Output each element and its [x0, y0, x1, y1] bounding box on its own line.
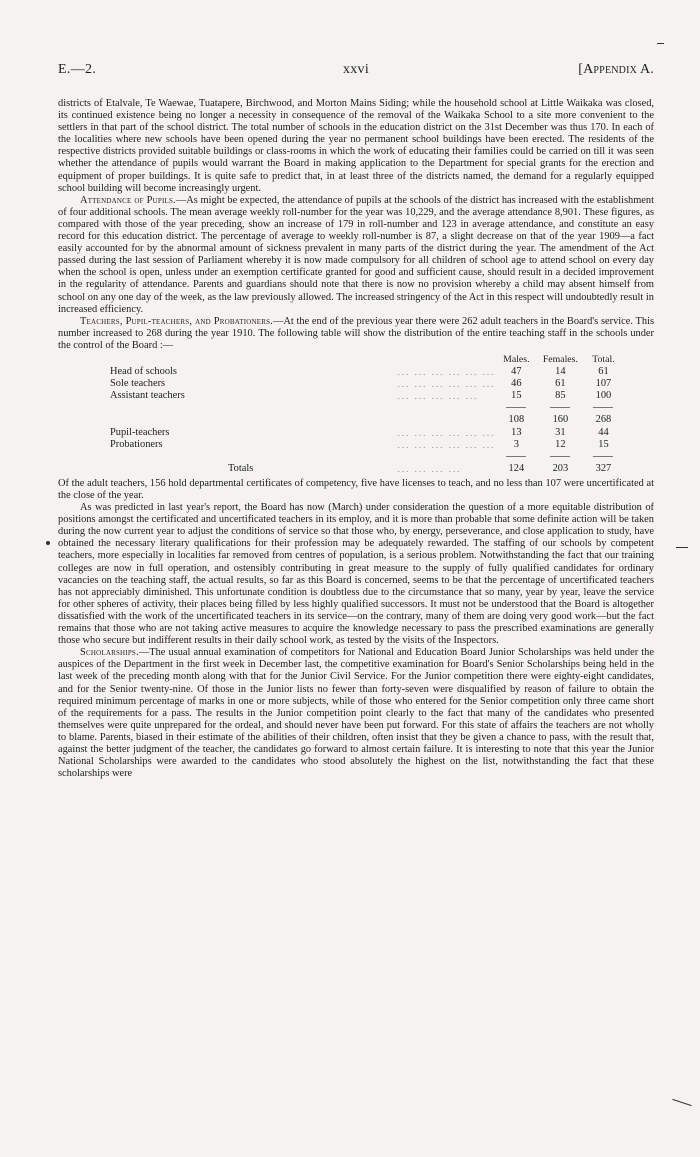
- section-heading-attendance: Attendance of Pupils.: [80, 194, 176, 206]
- males-cell: 3: [513, 438, 519, 450]
- row-label: Assistant teachers: [110, 390, 185, 402]
- leader-dots: ... ... ... ... ... ...: [397, 427, 496, 438]
- total-cell: 107: [595, 378, 612, 390]
- females-cell: 31: [555, 426, 566, 438]
- table-row: [58, 439, 654, 451]
- total-cell: 15: [598, 438, 609, 450]
- total-cell: 44: [598, 426, 609, 438]
- header-reference: E.—2.: [58, 62, 97, 77]
- total-cell: 327: [595, 462, 612, 474]
- row-label: Pupil-teachers: [110, 426, 170, 438]
- total-cell: 61: [598, 366, 609, 378]
- males-cell: 13: [511, 426, 522, 438]
- paragraph-attendance-text: —As might be expected, the attendance of pupils at the schools of the district has increased with the establishment of four additional schools. The mean average weekly roll-number for the year was 10,229, and the average attendance 8,901. These figures, as compared with those of the year preceding, show an increase of 179 in roll-number and 123 in average attendance, and constitute an easy record for this education district. The percentage of average to weekly roll-number is 87, a slight decrease on that of the year 1909—a fact easily accounted for by the abnormal amount of sickness prevalent in many parts of the district during the year. The amendment of the Act passed during the last session of Parliament whereby it is now made compulsory for all children of school age to attend school on every day when the school is open, unless under an exemption certificate granted for good and sufficient cause, should result in a decided improvement in the regularity of attendance. Parents and guardians should note that there is now no provision whereby a child may absent himself from school on any one day of the week, as the law previously allowed. The increased stringency of the Act in this respect will undoubtedly result in increased efficiency.: [58, 194, 654, 315]
- paragraph-teachers: [58, 316, 654, 352]
- table-row: [58, 390, 654, 402]
- paragraph-scholarships: [58, 647, 654, 780]
- running-header: [58, 62, 654, 82]
- males-cell: 46: [511, 378, 522, 390]
- males-cell: 108: [508, 414, 525, 426]
- row-label: Sole teachers: [110, 378, 166, 390]
- section-heading-teachers: Teachers, Pupil-teachers, and Probationers.: [80, 315, 273, 327]
- leader-dots: ... ... ... ... ... ...: [397, 439, 496, 450]
- paragraph-new-schools: districts of Etalvale, Te Waewae, Tuatapere, Birchwood, and Morton Mains Siding; while the household school at Little Waikaka was closed, its continued existence being no longer a necessity in consequence of the removal of the Waikaka School to a site more convenient to the settlers in that part of the school district. The total number of schools in the education district on the 31st December was thus 170. In each of the localities where new schools have been opened during the year no permanent school buildings have been erected. The residents of the respective districts provided suitable buildings or class-rooms in which the work of educating their families could be carried on till it was seen whether the attendance of pupils would warrant the Board in making application to the Department for special grants for the erection and equipment of proper buildings. It is quite safe to predict that, in at least three of the districts named, the demand for a regularly equipped school building will become increasingly urgent.: [58, 98, 654, 194]
- females-cell: 85: [555, 390, 566, 402]
- paragraph-scholarships-text: —The usual annual examination of competitors for National and Education Board Junior Scholarships was held under the auspices of the Department in the first week in December last, the competitive examination for Board's Senior Scholarships being held in the last week of the preceding month along with that for the Junior Civil Service. For the Junior competition there were eighty-eight candidates, and for the Senior twenty-nine. Of those in the Junior lists no fewer than forty-seven were disqualified by reason of failure to obtain the required minimum percentage of marks in one or more subjects, while of those who entered for the Senior competition only three came short of the requirements for a pass. The results in the Junior competition point clearly to the fact that many of the candidates who presented themselves were quite unprepared for the ordeal, and should never have been put forward. For this state of affairs the teachers are not wholly to blame. Parents, biased in their estimate of the abilities of their children, often insist that they be given a chance to pass, with the result that, against the better judgment of the teacher, the candidates go forward to almost certain failure. It is interesting to note that this year the Junior National Scholarships were awarded to the candidates who stood absolutely the highest on the list, notwithstanding the fact that these scholarships were: [58, 647, 654, 780]
- margin-tick-mark-bottom: [672, 1099, 691, 1106]
- table-row: [58, 427, 654, 439]
- females-cell: 14: [555, 366, 566, 378]
- bullet-mark: [46, 541, 50, 545]
- row-label: Probationers: [110, 438, 163, 450]
- header-page-number: xxvi: [342, 62, 370, 77]
- row-label: Head of schools: [110, 366, 177, 378]
- females-cell: 160: [552, 414, 569, 426]
- males-cell: 124: [508, 462, 525, 474]
- leader-dots: ... ... ... ... ...: [397, 391, 479, 402]
- females-cell: 203: [552, 462, 569, 474]
- paragraph-attendance: [58, 195, 654, 316]
- leader-dots: ... ... ... ... ... ...: [397, 379, 496, 390]
- row-label: [58, 414, 398, 426]
- paragraph-certificates: Of the adult teachers, 156 hold departmental certificates of competency, five have licenses to teach, and no less than 107 were uncertificated at the close of the year.: [58, 477, 654, 501]
- report-body: [58, 98, 654, 780]
- leader-dots: ... ... ... ... ... ...: [397, 367, 496, 378]
- table-row: [58, 378, 654, 390]
- table-rule: [58, 451, 654, 463]
- margin-tick-mark: [676, 547, 688, 548]
- column-header-females: Females.: [542, 353, 578, 365]
- total-cell: 100: [595, 390, 612, 402]
- table-row: [58, 366, 654, 378]
- table-header-row: [58, 354, 654, 366]
- table-rule: [58, 402, 654, 414]
- paragraph-staffing: As was predicted in last year's report, the Board has now (March) under consideration the question of a more equitable distribution of positions amongst the certificated and uncertificated teachers in its employ, and it is more than probable that some definite action will be taken during the now current year to adjust the conditions of service so that those who, by energy, perseverance, and close application to study, have obtained the necessary literary qualifications for their profession may be adequately rewarded. The staffing of our schools by competent teachers, more especially in localities far removed from centres of population, is a serious problem. Notwithstanding the fact that our training colleges are now in full operation, and ostensibly contributing in great measure to the supply of fully qualified candidates for ordinary vacancies on the teaching staff, the actual results, so far as this Board is concerned, seems to be that the percentage of uncertificated teachers has not appreciably diminished. This unfortunate condition is doubtless due to the circumstance that so many, year by year, leave the service for other spheres of activity, their places being filled by less highly qualified successors. It must not be understood that the Board is altogether dissatisfied with the work of the uncertificated teachers in its service—on the contrary, many of them are doing very good work—but the fact remains that those who are not taking active measures to acquire the knowledge necessary to pass the prescribed examinations are generally those who secure but indifferent results in their daily school work, as tested by the visits of the Inspectors.: [58, 502, 654, 647]
- column-header-total: Total.: [592, 353, 615, 365]
- table-totals-row: [58, 463, 654, 475]
- section-heading-scholarships: Scholarships.: [80, 647, 139, 659]
- females-cell: 12: [555, 438, 566, 450]
- males-cell: 15: [511, 390, 522, 402]
- leader-dots: [398, 414, 496, 426]
- leader-dots: ... ... ... ...: [397, 463, 462, 474]
- column-header-males: Males.: [503, 353, 530, 365]
- table-subtotal-row: [58, 414, 654, 426]
- margin-dash-mark: [657, 43, 664, 44]
- females-cell: 61: [555, 378, 566, 390]
- header-appendix: [Appendix A.: [578, 62, 654, 77]
- row-label: Totals: [228, 462, 254, 474]
- males-cell: 47: [511, 366, 522, 378]
- total-cell: 268: [595, 414, 612, 426]
- paragraph-teachers-text: —At the end of the previous year there were 262 adult teachers in the Board's service. This number increased to 268 during the year 1910. The following table will show the distribution of the entire teaching staff in the schools under the control of the Board :—: [58, 315, 654, 351]
- teaching-staff-table: [58, 354, 654, 475]
